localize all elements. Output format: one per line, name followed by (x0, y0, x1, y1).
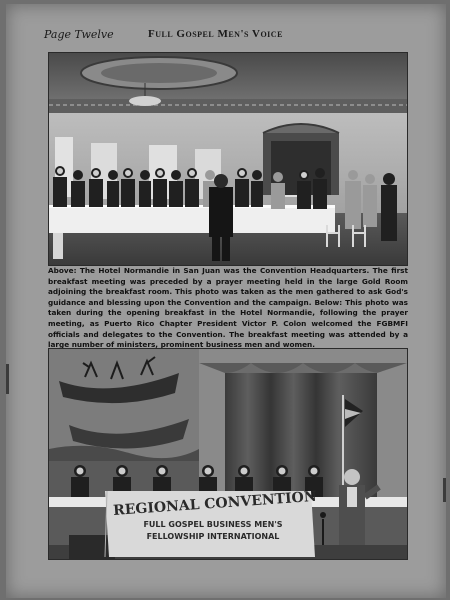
page-header (44, 28, 402, 44)
prayer-meeting-photo (48, 52, 408, 266)
opening-breakfast-photo (48, 348, 408, 560)
magazine-title: Full Gospel Men's Voice (148, 28, 283, 40)
magazine-page (6, 4, 446, 598)
banner-line-1: REGIONAL CONVENTION (112, 488, 318, 519)
binding-mark (443, 478, 446, 502)
binding-mark (6, 364, 9, 394)
banner-line-3: FELLOWSHIP INTERNATIONAL (146, 532, 280, 541)
page-number: Page Twelve (44, 28, 114, 41)
banner-line-2: FULL GOSPEL BUSINESS MEN'S (143, 520, 283, 529)
photo-caption: Above: The Hotel Normandie in San Juan was the Convention Headquarters. The first breakfast meeting was preceded by a prayer meeting held in the large Gold Room adjoining the breakfast room. This photo was taken as the men gathered to ask God's guidance and blessing upon the Convention and the campaign. Below: This photo was taken during the opening breakfast in the Hotel Normandie, following the prayer meeting, as Puerto Rico Chapter President Victor P. Colon welcomed the FGBMFI officials and delegates to the Convention. The breakfast meeting was attended by a large number of ministers, prominent business men and women. (48, 266, 408, 350)
convention-banner (112, 488, 318, 555)
